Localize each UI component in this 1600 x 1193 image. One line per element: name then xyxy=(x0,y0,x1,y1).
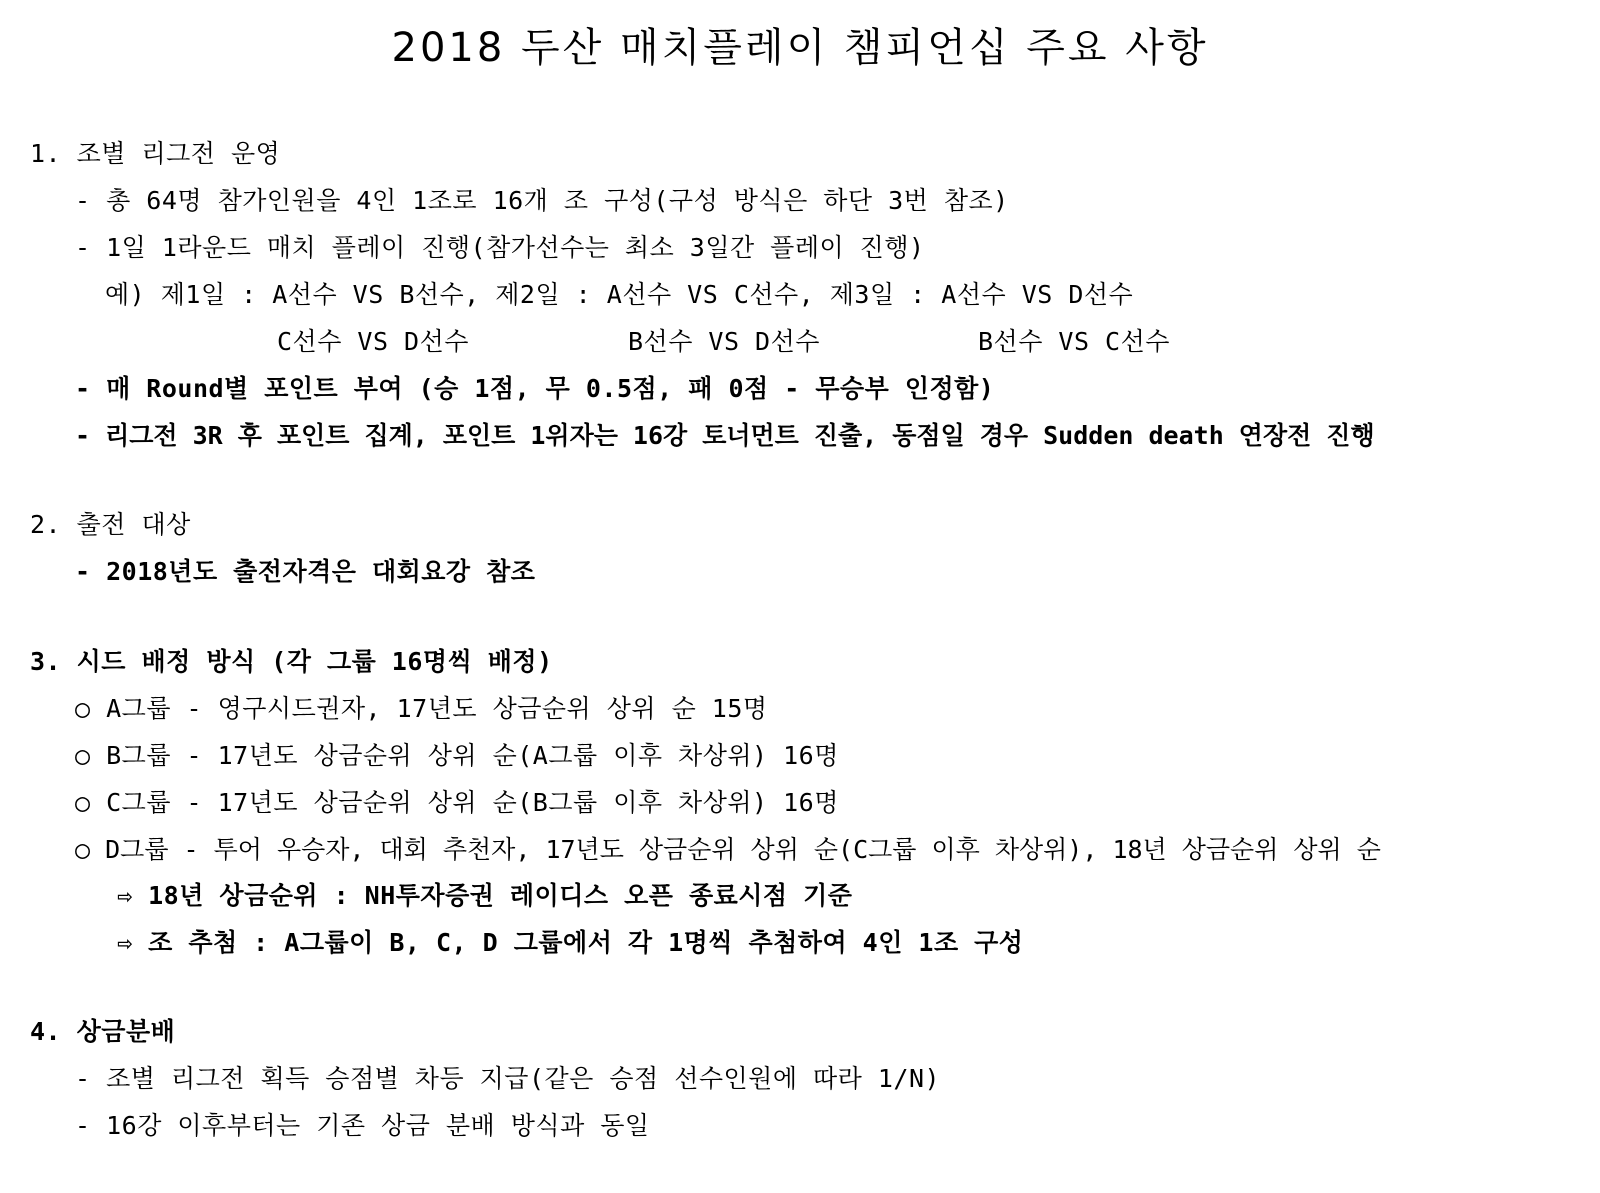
section-1-heading: 1. 조별 리그전 운영 xyxy=(30,139,281,168)
group-b-text: B그룹 - 17년도 상금순위 상위 순(A그룹 이후 차상위) 16명 xyxy=(106,741,839,770)
page-title: 2018 두산 매치플레이 챔피언십 주요 사항 xyxy=(391,25,1209,71)
section-1-example-2b: B선수 VS D선수 xyxy=(628,327,820,356)
note-1 xyxy=(117,879,852,913)
group-d-text: D그룹 - 투어 우승자, 대회 추천자, 17년도 상금순위 상위 순(C그룹 이후 차상위), 18년 상금순위 상위 순 xyxy=(105,835,1381,864)
group-a-text: A그룹 - 영구시드권자, 17년도 상금순위 상위 순 15명 xyxy=(106,694,768,723)
circle-bullet-icon: ○ xyxy=(75,835,91,864)
section-4-line-2: - 16강 이후부터는 기존 상금 분배 방식과 동일 xyxy=(75,1111,650,1140)
section-4-line-1: - 조별 리그전 획득 승점별 차등 지급(같은 승점 선수인원에 따라 1/N) xyxy=(75,1064,941,1093)
note-1-text: 18년 상금순위 : NH투자증권 레이디스 오픈 종료시점 기준 xyxy=(148,881,853,910)
group-d-item xyxy=(75,833,1381,867)
circle-bullet-icon: ○ xyxy=(75,694,91,723)
section-4-heading: 4. 상금분배 xyxy=(30,1017,176,1046)
note-2 xyxy=(117,926,1023,960)
note-2-text: 조 추첨 : A그룹이 B, C, D 그룹에서 각 1명씩 추첨하여 4인 1조 구성 xyxy=(148,928,1024,957)
section-1-line-4: - 리그전 3R 후 포인트 집계, 포인트 1위자는 16강 토너먼트 진출, 동점일 경우 Sudden death 연장전 진행 xyxy=(75,421,1375,450)
section-3-heading: 3. 시드 배정 방식 (각 그룹 16명씩 배정) xyxy=(30,647,553,676)
circle-bullet-icon: ○ xyxy=(75,788,91,817)
arrow-right-icon: ⇨ xyxy=(117,881,133,910)
group-a-item xyxy=(75,692,768,726)
section-1-example-1: 예) 제1일 : A선수 VS B선수, 제2일 : A선수 VS C선수, 제3일 : A선수 VS D선수 xyxy=(105,280,1134,309)
circle-bullet-icon: ○ xyxy=(75,741,91,770)
section-2-heading: 2. 출전 대상 xyxy=(30,510,191,539)
section-1-example-2a: C선수 VS D선수 xyxy=(277,327,469,356)
section-2-line-1: - 2018년도 출전자격은 대회요강 참조 xyxy=(75,557,536,586)
section-1-line-1: - 총 64명 참가인원을 4인 1조로 16개 조 구성(구성 방식은 하단 3번 참조) xyxy=(75,186,1009,215)
group-b-item xyxy=(75,739,839,773)
section-1-example-2c: B선수 VS C선수 xyxy=(978,327,1170,356)
group-c-item xyxy=(75,786,839,820)
arrow-right-icon: ⇨ xyxy=(117,928,133,957)
group-c-text: C그룹 - 17년도 상금순위 상위 순(B그룹 이후 차상위) 16명 xyxy=(106,788,839,817)
section-1-line-3: - 매 Round별 포인트 부여 (승 1점, 무 0.5점, 패 0점 - 무승부 인정함) xyxy=(75,374,995,403)
section-1-line-2: - 1일 1라운드 매치 플레이 진행(참가선수는 최소 3일간 플레이 진행) xyxy=(75,233,925,262)
